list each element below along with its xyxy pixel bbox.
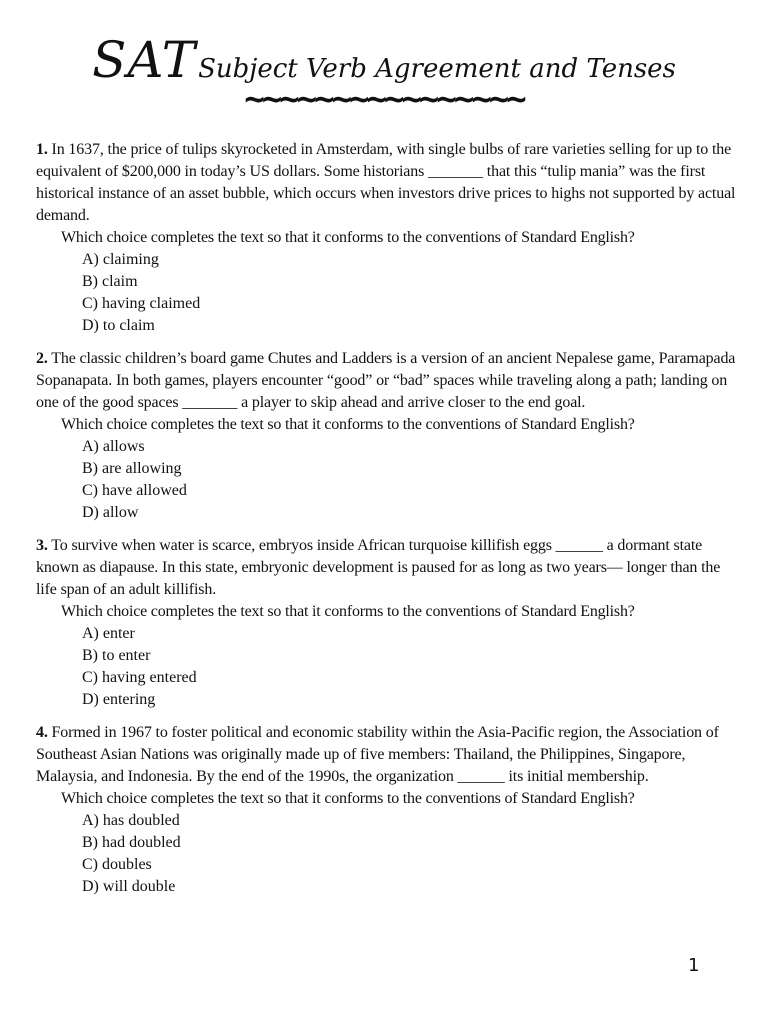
choice-a: A) allows	[82, 438, 145, 455]
choice-c: C) having claimed	[82, 295, 201, 312]
choice-c: C) having entered	[82, 669, 197, 686]
answer-choices	[36, 810, 736, 898]
question-stem	[36, 722, 736, 788]
question-4	[36, 722, 736, 898]
question-text: Formed in 1967 to foster political and economic stability within the Asia-Pacific region, the Association of Southeast Asian Nations was originally made up of five members: Thailand, the Philippines, Singapore, Malaysia, and Indonesia. By the end of the 1990s, the organization ______ its initial membership.	[36, 724, 719, 785]
choice-c: C) have allowed	[82, 482, 187, 499]
question-2	[36, 348, 736, 524]
question-prompt: Which choice completes the text so that it conforms to the conventions of Standard English?	[61, 416, 635, 433]
choice-b: B) to enter	[82, 647, 151, 664]
question-stem	[36, 348, 736, 414]
choice-b: B) are allowing	[82, 460, 182, 477]
question-stem	[36, 139, 736, 227]
choice-a: A) claiming	[82, 251, 159, 268]
question-stem	[36, 535, 736, 601]
answer-choices	[36, 623, 736, 711]
answer-choices	[36, 249, 736, 337]
question-text: To survive when water is scarce, embryos inside African turquoise killifish eggs ______ a dormant state known as diapause. In this state, embryonic development is paused for as long as two years— longer than the life span of an adult killifish.	[36, 537, 721, 598]
choice-d: D) allow	[82, 504, 139, 521]
title-subtitle: Subject Verb Agreement and Tenses	[198, 54, 676, 84]
question-prompt: Which choice completes the text so that it conforms to the conventions of Standard English?	[61, 603, 635, 620]
question-3	[36, 535, 736, 711]
page-number: 1	[688, 955, 700, 976]
choice-d: D) to claim	[82, 317, 155, 334]
choice-a: A) has doubled	[82, 812, 180, 829]
choice-d: D) entering	[82, 691, 156, 708]
question-number: 2.	[36, 350, 48, 367]
choice-b: B) claim	[82, 273, 138, 290]
title-sat: SAT	[92, 31, 197, 89]
question-number: 1.	[36, 141, 48, 158]
answer-choices	[36, 436, 736, 524]
question-list	[36, 139, 736, 909]
question-1	[36, 139, 736, 337]
question-text: The classic children’s board game Chutes and Ladders is a version of an ancient Nepalese game, Paramapada Sopanapata. In both games, players encounter “good” or “bad” spaces while traveling along a path; landing on one of the good spaces _______ a player to skip ahead and arrive closer to the end goal.	[36, 350, 736, 411]
question-number: 3.	[36, 537, 48, 554]
choice-d: D) will double	[82, 878, 176, 895]
choice-c: C) doubles	[82, 856, 152, 873]
choice-a: A) enter	[82, 625, 135, 642]
title-decoration: ~~~~~~~~~~~~~~~~	[244, 79, 524, 119]
question-prompt: Which choice completes the text so that it conforms to the conventions of Standard English?	[61, 790, 635, 807]
choice-b: B) had doubled	[82, 834, 181, 851]
question-number: 4.	[36, 724, 48, 741]
question-text: In 1637, the price of tulips skyrocketed in Amsterdam, with single bulbs of rare varieties selling for up to the equivalent of $200,000 in today’s US dollars. Some historians _______ that this “tulip mania” was the first historical instance of an asset bubble, which occurs when investors drive prices to highs not supported by actual demand.	[36, 141, 736, 224]
question-prompt: Which choice completes the text so that it conforms to the conventions of Standard English?	[61, 229, 635, 246]
